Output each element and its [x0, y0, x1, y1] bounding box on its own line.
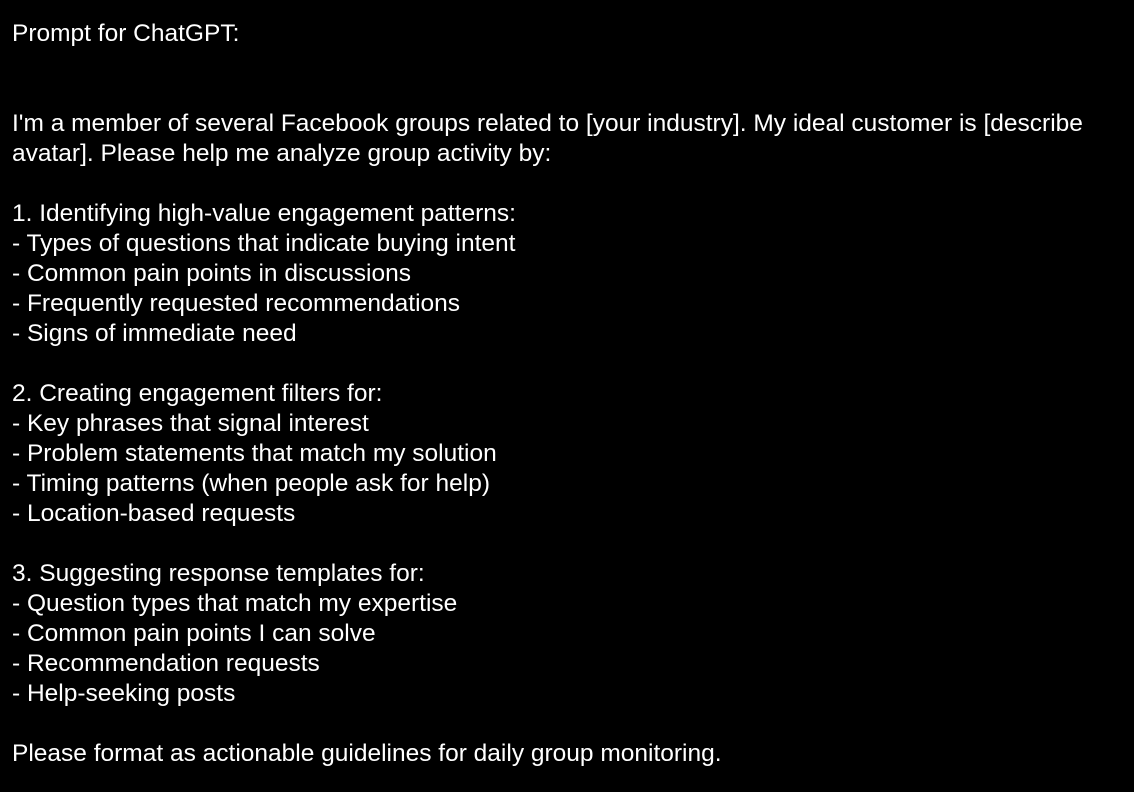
- prompt-document: [12, 19, 1128, 769]
- section-title: 3. Suggesting response templates for:: [12, 560, 425, 587]
- list-item: - Common pain points I can solve: [12, 620, 376, 647]
- list-item: - Recommendation requests: [12, 650, 320, 677]
- prompt-intro: I'm a member of several Facebook groups related to [your industry]. My ideal customer is [describe avatar]. Please help me analyze group activity by:: [12, 110, 1083, 167]
- list-item: - Common pain points in discussions: [12, 260, 411, 287]
- list-item: - Help-seeking posts: [12, 680, 236, 707]
- spacer: [12, 529, 1128, 559]
- spacer: [12, 349, 1128, 379]
- list-item: - Problem statements that match my solution: [12, 440, 497, 467]
- spacer: [12, 49, 1128, 109]
- section-title: 2. Creating engagement filters for:: [12, 380, 383, 407]
- list-item: - Question types that match my expertise: [12, 590, 458, 617]
- spacer: [12, 709, 1128, 739]
- spacer: [12, 169, 1128, 199]
- list-item: - Frequently requested recommendations: [12, 290, 461, 317]
- list-item: - Key phrases that signal interest: [12, 410, 369, 437]
- list-item: - Types of questions that indicate buying intent: [12, 230, 516, 257]
- section-3: [12, 559, 1128, 709]
- section-title: 1. Identifying high-value engagement patterns:: [12, 200, 516, 227]
- prompt-heading: Prompt for ChatGPT:: [12, 20, 240, 47]
- list-item: - Timing patterns (when people ask for help): [12, 470, 490, 497]
- prompt-closing: Please format as actionable guidelines for daily group monitoring.: [12, 740, 722, 767]
- list-item: - Location-based requests: [12, 500, 296, 527]
- section-1: [12, 199, 1128, 349]
- section-2: [12, 379, 1128, 529]
- list-item: - Signs of immediate need: [12, 320, 297, 347]
